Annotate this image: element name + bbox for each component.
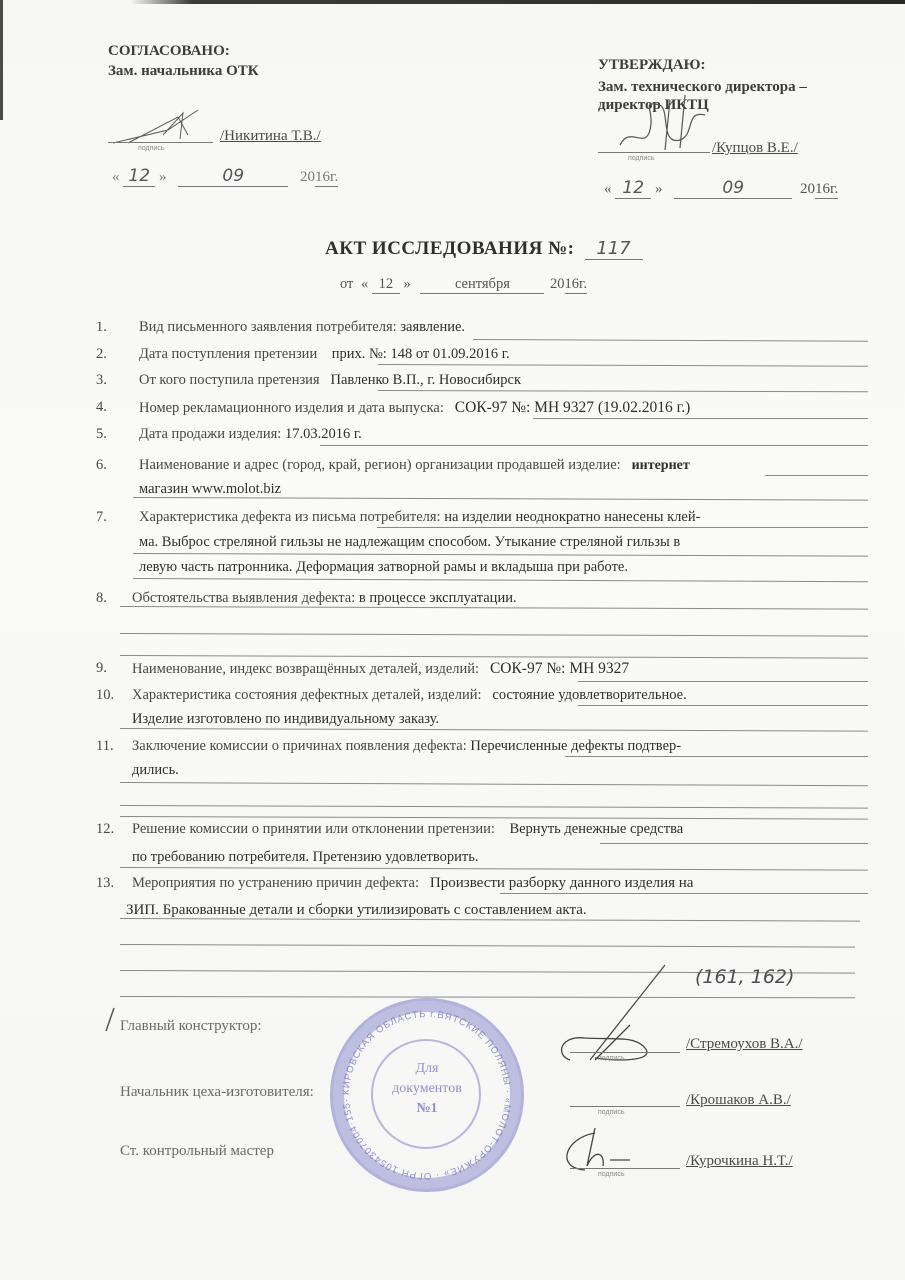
item-label: Дата поступления претензии: [139, 346, 318, 362]
underline-rule: [578, 705, 868, 706]
signature-line: [570, 1052, 680, 1053]
item-value: 17.03.2016 г.: [284, 426, 362, 442]
underline-rule: [377, 527, 868, 528]
approver-right-name: /Купцов В.Е./: [712, 140, 798, 156]
date-right: « 12 » 09 2016г.: [604, 178, 839, 198]
date-left-month: 09: [178, 166, 288, 187]
signature-stremoukhov-icon: [555, 1020, 675, 1070]
date-right-month: 09: [674, 178, 792, 199]
item-label: Дата продажи изделия:: [139, 426, 282, 442]
date-right-year: 16г.: [815, 181, 839, 197]
item-value: Павленко В.П., г. Новосибирск: [330, 372, 522, 388]
stamp-center-line1: Для: [415, 1061, 439, 1076]
document-date: от « 12 » сентября 2016г.: [340, 276, 587, 292]
svg-text:КИРОВСКАЯ ОБЛАСТЬ г.ВЯТСКИЕ ПО: КИРОВСКАЯ ОБЛАСТЬ г.ВЯТСКИЕ ПОЛЯНЫ · «МОЛОТ-ОРУЖИЕ» · ОГРН 1054307004·155·: [340, 1008, 514, 1182]
item-label: Характеристика состояния дефектных деталей, изделий:: [132, 687, 482, 703]
date-right-day: 12: [615, 178, 651, 199]
official-stamp: [330, 998, 524, 1192]
item-label: Номер рекламационного изделия и дата выпуска:: [139, 400, 444, 416]
signature-caption-right: подпись: [628, 155, 655, 162]
item-value: состояние удовлетворительное.: [492, 687, 687, 703]
item-value-cont: дились.: [132, 762, 179, 778]
signature-line-left: [108, 142, 213, 143]
item-value: СОК-97 №: МН 9327: [489, 660, 630, 677]
item-value-cont: Изделие изготовлено по индивидуальному заказу.: [132, 711, 440, 727]
approval-left-position: Зам. начальника ОТК: [108, 63, 259, 79]
underline-rule: [120, 805, 868, 809]
signature-caption: подпись: [598, 1109, 625, 1116]
signatory-name-kroshakov: /Крошаков А.В./: [686, 1092, 791, 1108]
signature-line: [570, 1106, 680, 1107]
item-label: Характеристика дефекта из письма потребителя:: [139, 509, 441, 525]
signature-caption: подпись: [598, 1055, 625, 1062]
underline-rule: [578, 681, 868, 682]
date-left-year: 16г.: [315, 169, 339, 185]
underline-rule: [120, 782, 868, 786]
signatory-role-shop-head: Начальник цеха-изготовителя:: [120, 1084, 314, 1100]
scan-edge-left: [0, 0, 3, 120]
handwritten-page-note: (161, 162): [695, 966, 795, 988]
item-value: интернет: [631, 458, 690, 473]
stamp-center-line3: №1: [416, 1101, 438, 1116]
underline-rule: [120, 944, 855, 948]
item-label: Мероприятия по устранению причин дефекта:: [132, 875, 420, 891]
document-date-month: сентября: [420, 276, 544, 294]
item-value-cont: ЗИП. Бракованные детали и сборки утилизировать с составлением акта.: [126, 902, 587, 918]
signature-kuptsov-icon: [610, 90, 720, 160]
underline-rule: [500, 893, 868, 894]
item-value-cont2: левую часть патронника. Деформация затворной рамы и вкладыша при работе.: [139, 559, 628, 575]
item-label: От кого поступила претензия: [139, 372, 320, 388]
item-label: Наименование, индекс возвращённых деталей, изделий:: [132, 661, 480, 677]
document-title: АКТ ИССЛЕДОВАНИЯ №:: [325, 238, 575, 259]
signature-kurochkina-icon: [555, 1118, 665, 1178]
signatory-role-senior-inspector: Ст. контрольный мастер: [120, 1143, 274, 1159]
item-value: Вернуть денежные средства: [509, 821, 684, 837]
item-label: Обстоятельства выявления дефекта:: [132, 590, 356, 606]
signatory-name-kurochkina: /Курочкина Н.Т./: [686, 1153, 793, 1169]
signature-line-right: [598, 152, 710, 153]
item-value-cont: ма. Выброс стреляной гильзы не надлежащим способом. Утыкание стреляной гильзы в: [139, 534, 681, 550]
underline-rule: [320, 445, 868, 446]
approval-right-position-line1: Зам. технического директора –: [598, 79, 807, 95]
approval-right-heading: УТВЕРЖДАЮ:: [598, 57, 706, 73]
signature-line: [570, 1168, 680, 1169]
underline-rule: [120, 996, 855, 998]
approval-left-heading: СОГЛАСОВАНО:: [108, 43, 230, 59]
document-date-day: 12: [372, 276, 400, 294]
scan-edge-top: [130, 0, 905, 4]
item-value: Произвести разборку данного изделия на: [429, 875, 694, 891]
item-value: СОК-97 №: МН 9327 (19.02.2016 г.): [454, 399, 691, 416]
item-label: Вид письменного заявления потребителя:: [139, 319, 397, 335]
stamp-center-line2: документов: [392, 1081, 462, 1096]
item-value: заявление.: [400, 319, 466, 335]
signature-caption-left: подпись: [138, 145, 165, 152]
item-label: Решение комиссии о принятии или отклонении претензии:: [132, 821, 495, 837]
approver-left-name: /Никитина Т.В./: [220, 128, 321, 144]
date-left-day: 12: [123, 166, 155, 187]
underline-rule: [473, 339, 868, 342]
underline-rule: [533, 418, 868, 419]
item-value: прих. №: 148 от 01.09.2016 г.: [331, 346, 510, 362]
signatory-role-chief-designer: Главный конструктор:: [120, 1018, 262, 1034]
underline-rule: [120, 633, 868, 637]
item-value: в процессе эксплуатации.: [358, 590, 517, 606]
item-value: Перечисленные дефекты подтвер-: [470, 738, 682, 754]
underline-rule: [600, 843, 868, 844]
item-label: Наименование и адрес (город, край, регион) организации продавшей изделие:: [139, 457, 621, 473]
underline-rule: [765, 475, 868, 476]
slash-mark-icon: [100, 1005, 120, 1035]
signatory-name-stremoukhov: /Стремоухов В.А./: [686, 1036, 803, 1052]
item-label: Заключение комиссии о причинах появления дефекта:: [132, 738, 467, 754]
document-date-year: 16г.: [564, 276, 587, 292]
date-left: « 12 » 09 2016г.: [112, 166, 339, 186]
item-value-cont: по требованию потребителя. Претензию удовлетворить.: [132, 849, 479, 865]
item-value: на изделии неоднократно нанесены клей-: [444, 509, 701, 525]
item-value-cont: магазин www.molot.biz: [139, 481, 282, 497]
approval-right-position-line2: директор ИКТЦ: [598, 97, 709, 113]
underline-rule: [565, 756, 868, 757]
document-title-row: [325, 238, 643, 260]
document-number: 117: [585, 238, 643, 260]
signature-nikitina-icon: [108, 105, 218, 150]
signature-caption: подпись: [598, 1171, 625, 1178]
scanned-page: СОГЛАСОВАНО: Зам. начальника ОТК подпись /Никитина Т.В./ « 12 » 09 2016г. УТВЕРЖДАЮ: Зам. технического директора – директор ИКТЦ подпись /Купцов В.Е./ « 12 » 09 2016г. АКТ ИССЛЕДОВАНИЯ №: 117 от « 12 » сентября 2016г. 1. Вид письменного заявления потребителя: заявление. 2. Дата поступления претензии прих. №: 148 от 01.09.2016 г. 3. От кого поступила претензия Павленко В.П., г. Новосибирск 4. Номер рекламационного изделия и дата выпуска: СОК-97 №: МН 9327 (19.02.2016 г.) 5. Дата продажи изделия: 17.03.2016 г. 6. Наименование и адрес (город, край, регион) организации продавшей изделие: интернет магазин www.molot.biz 7. Характеристика дефекта из письма потребителя: на изделии неоднократно нанесены клей- ма. Выброс стреляной гильзы не надлежащим способом. Утыкание стреляной гильзы в левую часть патронника. Деформация затворной рамы и вкладыша при работе. 8. Обстоятельства выявления дефекта: в процессе эксплуатации. 9. Наименование, индекс возвращённых деталей, изделий: СОК-97 №: МН 9327 10. Характеристика состояния дефектных деталей, изделий: состояние удовлетворительное. Изделие изготовлено по индивидуальному заказу. 11. Заключение комиссии о причинах появления дефекта: Перечисленные дефекты подтвер- дились. 12. Решение комиссии о принятии или отклонении претензии: Вернуть денежные средства по требованию потребителя. Претензию удовлетворить. 13. Мероприятия по устранению причин дефекта: Произвести разборку данного изделия на ЗИП. Бракованные детали и сборки утилизировать с составлением акта. (161, 162) КИРОВСКАЯ ОБЛАСТЬ г.ВЯТСКИЕ ПОЛЯНЫ · «МОЛОТ-ОРУЖИЕ» · ОГРН 1054307004·155· Для документов №1 Главный конструктор: подпись /Стремоухов В.А./ Начальник цеха-изготовителя: подпись /Крошаков А.В./ Ст. контрольный мастер подпись /Курочкина Н.Т./: [0, 0, 905, 1280]
